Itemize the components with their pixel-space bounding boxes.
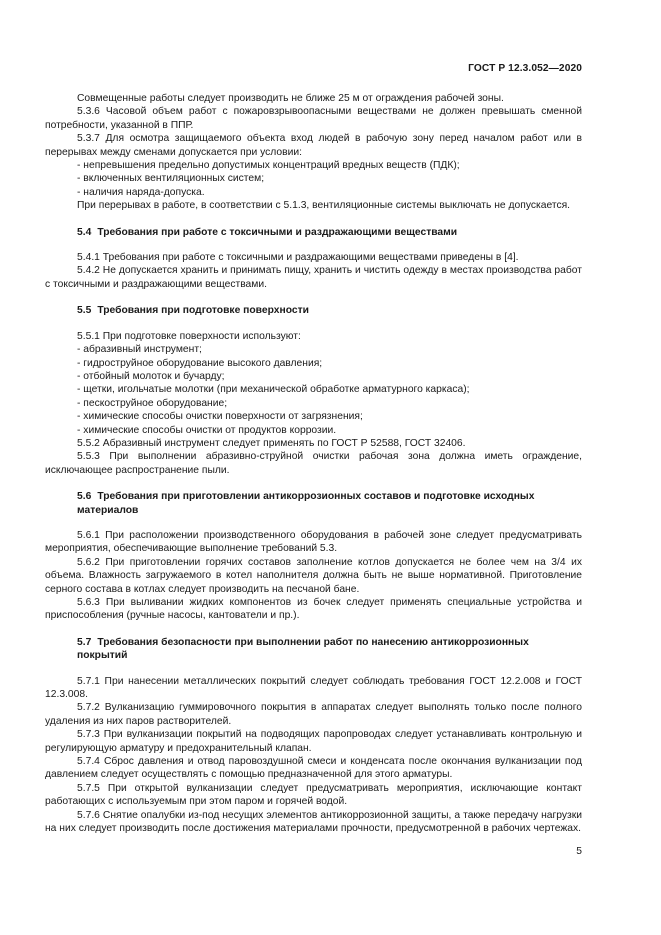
section-heading-5-5 [45,304,582,317]
section-number: 5.5 [77,305,92,317]
paragraph-5-6-2: 5.6.2 При приготовлении горячих составов заполнение котлов допускается не более чем на 3/4 их объема. Влажность загружаемого в котел наполнителя должна быть не выше нормативной. Приготовление серного состава в котлах следует производить на песчаной бане. [45,556,582,595]
section-number: 5.4 [77,226,92,238]
list-item: - непревышения предельно допустимых концентраций вредных веществ (ПДК); [77,160,460,172]
paragraph-5-7-6: 5.7.6 Снятие опалубки из-под несущих элементов антикоррозионной защиты, а также передачу нагрузки на них следует производить после достижения материалами прочности, предусмотренной в рабочих чертежах. [45,809,582,835]
section-title: Требования при подготовке поверхности [97,305,309,317]
paragraph-5-7-4: 5.7.4 Сброс давления и отвод паровоздушной смеси и конденсата после окончания вулканизации под давлением следует осуществлять с помощью предназначенной для этого арматуры. [45,756,582,781]
section-title: Требования при приготовлении антикоррозионных составов и подготовке исходных материалов [77,491,535,516]
paragraph-5-4-1: 5.4.1 Требования при работе с токсичными и раздражающими веществами приведены в [4]. [77,252,519,264]
paragraph-5-4-2: 5.4.2 Не допускается хранить и принимать пищу, хранить и чистить одежду в местах производства работ с токсичными и раздражающими веществами. [45,265,582,290]
paragraph-5-5-2: 5.5.2 Абразивный инструмент следует применять по ГОСТ Р 52588, ГОСТ 32406. [77,437,466,449]
paragraph-5-7-1: 5.7.1 При нанесении металлических покрытий следует соблюдать требования ГОСТ 12.2.008 и ГОСТ 12.3.008. [45,675,582,701]
paragraph-5-3-7: 5.3.7 Для осмотра защищаемого объекта вход людей в рабочую зону перед началом работ или в перерывах между сменами допускается при условии: [45,133,582,158]
section-title: Требования при работе с токсичными и раздражающими веществами [97,226,458,238]
section-number: 5.7 [77,636,92,648]
list-item: - гидроструйное оборудование высокого давления; [77,357,323,369]
section-heading-5-4 [45,226,582,239]
list-item: - щетки, игольчатые молотки (при механической обработке арматурного каркаса); [77,384,470,396]
paragraph: При перерывах в работе, в соответствии с 5.1.3, вентиляционные системы выключать не допускается. [77,200,571,212]
list-item: - пескоструйное оборудование; [77,397,228,409]
paragraph-5-5-3: 5.5.3 При выполнении абразивно-струйной очистки рабочая зона должна иметь ограждение, исключающее распространение пыли. [45,451,582,476]
paragraph-5-6-1: 5.6.1 При расположении производственного оборудования в рабочей зоне следует предусматривать мероприятия, обеспечивающие выполнение требований 5.3. [45,529,582,555]
section-heading-5-6 [45,490,582,517]
paragraph: Совмещенные работы следует производить не ближе 25 м от ограждения рабочей зоны. [77,93,504,104]
paragraph-5-7-5: 5.7.5 При открытой вулканизации следует предусматривать мероприятия, исключающие контакт работающих с используемым при этом паром и горячей водой. [45,782,582,808]
paragraph-5-5-1: 5.5.1 При подготовке поверхности используют: [77,330,301,342]
list-item: - отбойный молоток и бучарду; [77,370,225,382]
paragraph-5-7-2: 5.7.2 Вулканизацию гуммировочного покрытия в аппаратах следует выполнять только после полного удаления из них паров растворителей. [45,702,582,727]
list-item: - химические способы очистки от продуктов коррозии. [77,424,337,436]
paragraph-5-6-3: 5.6.3 При выливании жидких компонентов из бочек следует применять специальные устройства и приспособления (ручные насосы, кантователи и пр.). [45,597,582,622]
paragraph-5-7-3: 5.7.3 При вулканизации покрытий на подводящих паропроводах следует устанавливать контрольную и регулирующую арматуру и предохранительный клапан. [45,729,582,754]
document-id-header: ГОСТ Р 12.3.052—2020 [468,63,582,74]
page-number: 5 [576,846,582,857]
section-number: 5.6 [77,491,92,503]
paragraph-5-3-6: 5.3.6 Часовой объем работ с пожаровзрывоопасными веществами не должен превышать сменной потребности, указанной в ППР. [45,106,582,131]
list-item: - наличия наряда-допуска. [77,186,205,198]
list-item: - абразивный инструмент; [77,344,202,356]
document-body [45,92,582,836]
section-title: Требования безопасности при выполнении работ по нанесению антикоррозионных покрытий [77,636,529,662]
list-item: - химические способы очистки поверхности от загрязнения; [77,411,363,423]
section-heading-5-7 [45,636,582,663]
list-item: - включенных вентиляционных систем; [77,173,265,185]
